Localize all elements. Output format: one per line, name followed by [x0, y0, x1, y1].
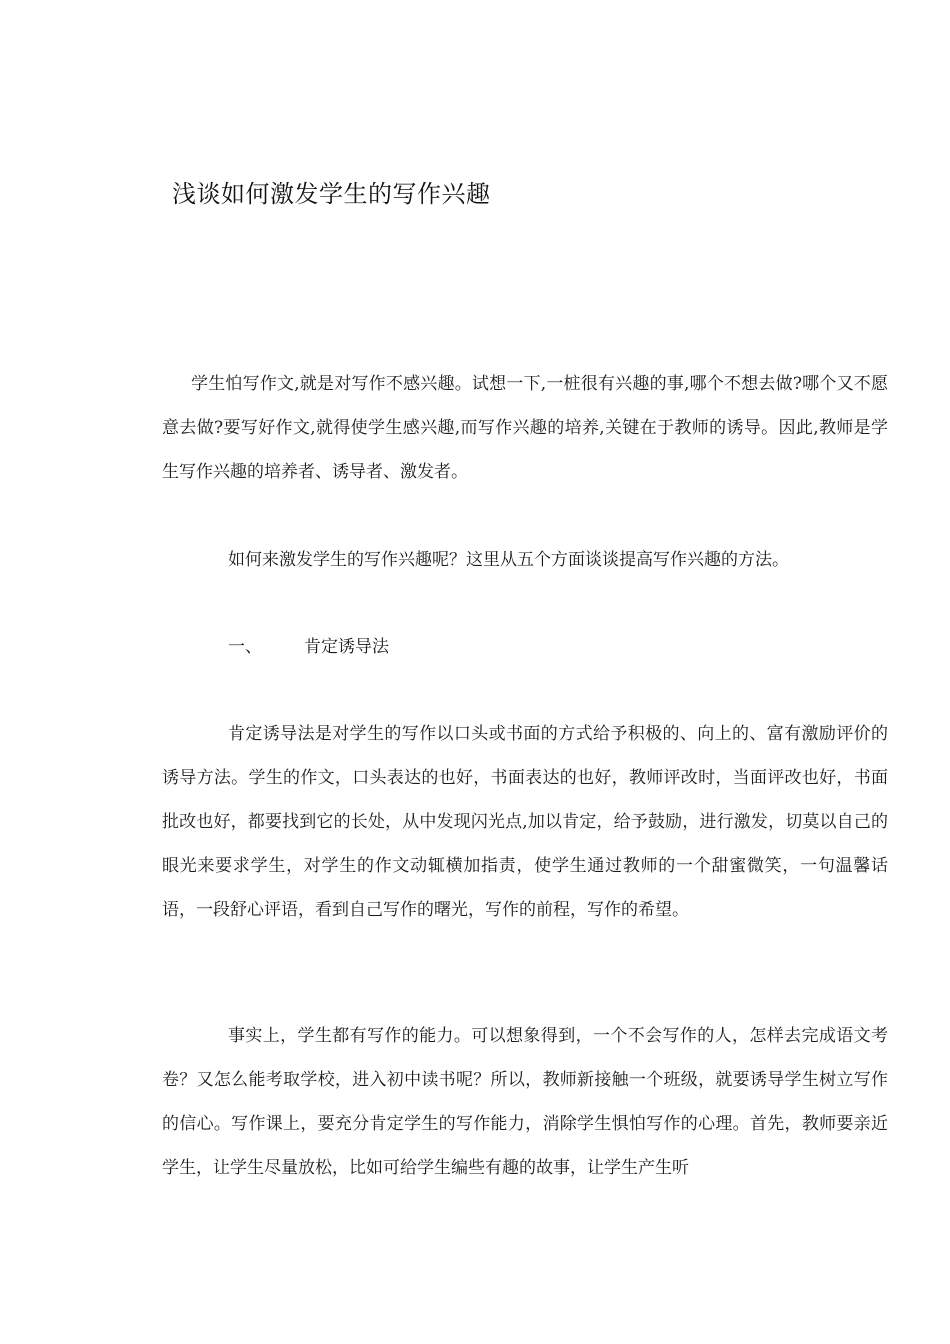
paragraph-question: 如何来激发学生的写作兴趣呢？这里从五个方面谈谈提高写作兴趣的方法。 — [228, 550, 789, 570]
paragraph-intro: 学生怕写作文,就是对写作不感兴趣。试想一下,一桩很有兴趣的事,哪个不想去做?哪个又不愿意去做?要写好作文,就得使学生感兴趣,而写作兴趣的培养,关键在于教师的诱导。因此,教师是学生写作兴趣的培养者、诱导者、激发者。 — [162, 374, 888, 482]
section-heading-text: 肯定诱导法 — [304, 637, 389, 657]
paragraph-fact: 事实上，学生都有写作的能力。可以想象得到，一个不会写作的人，怎样去完成语文考卷？又怎么能考取学校，进入初中读书呢？所以，教师新接触一个班级，就要诱导学生树立写作的信心。写作课上，要充分肯定学生的写作能力，消除学生惧怕写作的心理。首先，教师要亲近学生，让学生尽量放松，比如可给学生编些有趣的故事，让学生产生听 — [162, 1026, 888, 1178]
section-heading — [228, 625, 389, 669]
paragraph-method-description: 肯定诱导法是对学生的写作以口头或书面的方式给予积极的、向上的、富有激励评价的诱导方法。学生的作文，口头表达的也好，书面表达的也好，教师评改时，当面评改也好，书面批改也好，都要找到它的长处，从中发现闪光点,加以肯定，给予鼓励，进行激发，切莫以自己的眼光来要求学生，对学生的作文动辄横加指责，使学生通过教师的一个甜蜜微笑，一句温馨话语，一段舒心评语，看到自己写作的曙光，写作的前程，写作的希望。 — [162, 724, 888, 920]
document-title: 浅谈如何激发学生的写作兴趣 — [172, 180, 491, 208]
section-number: 一、 — [228, 637, 262, 657]
